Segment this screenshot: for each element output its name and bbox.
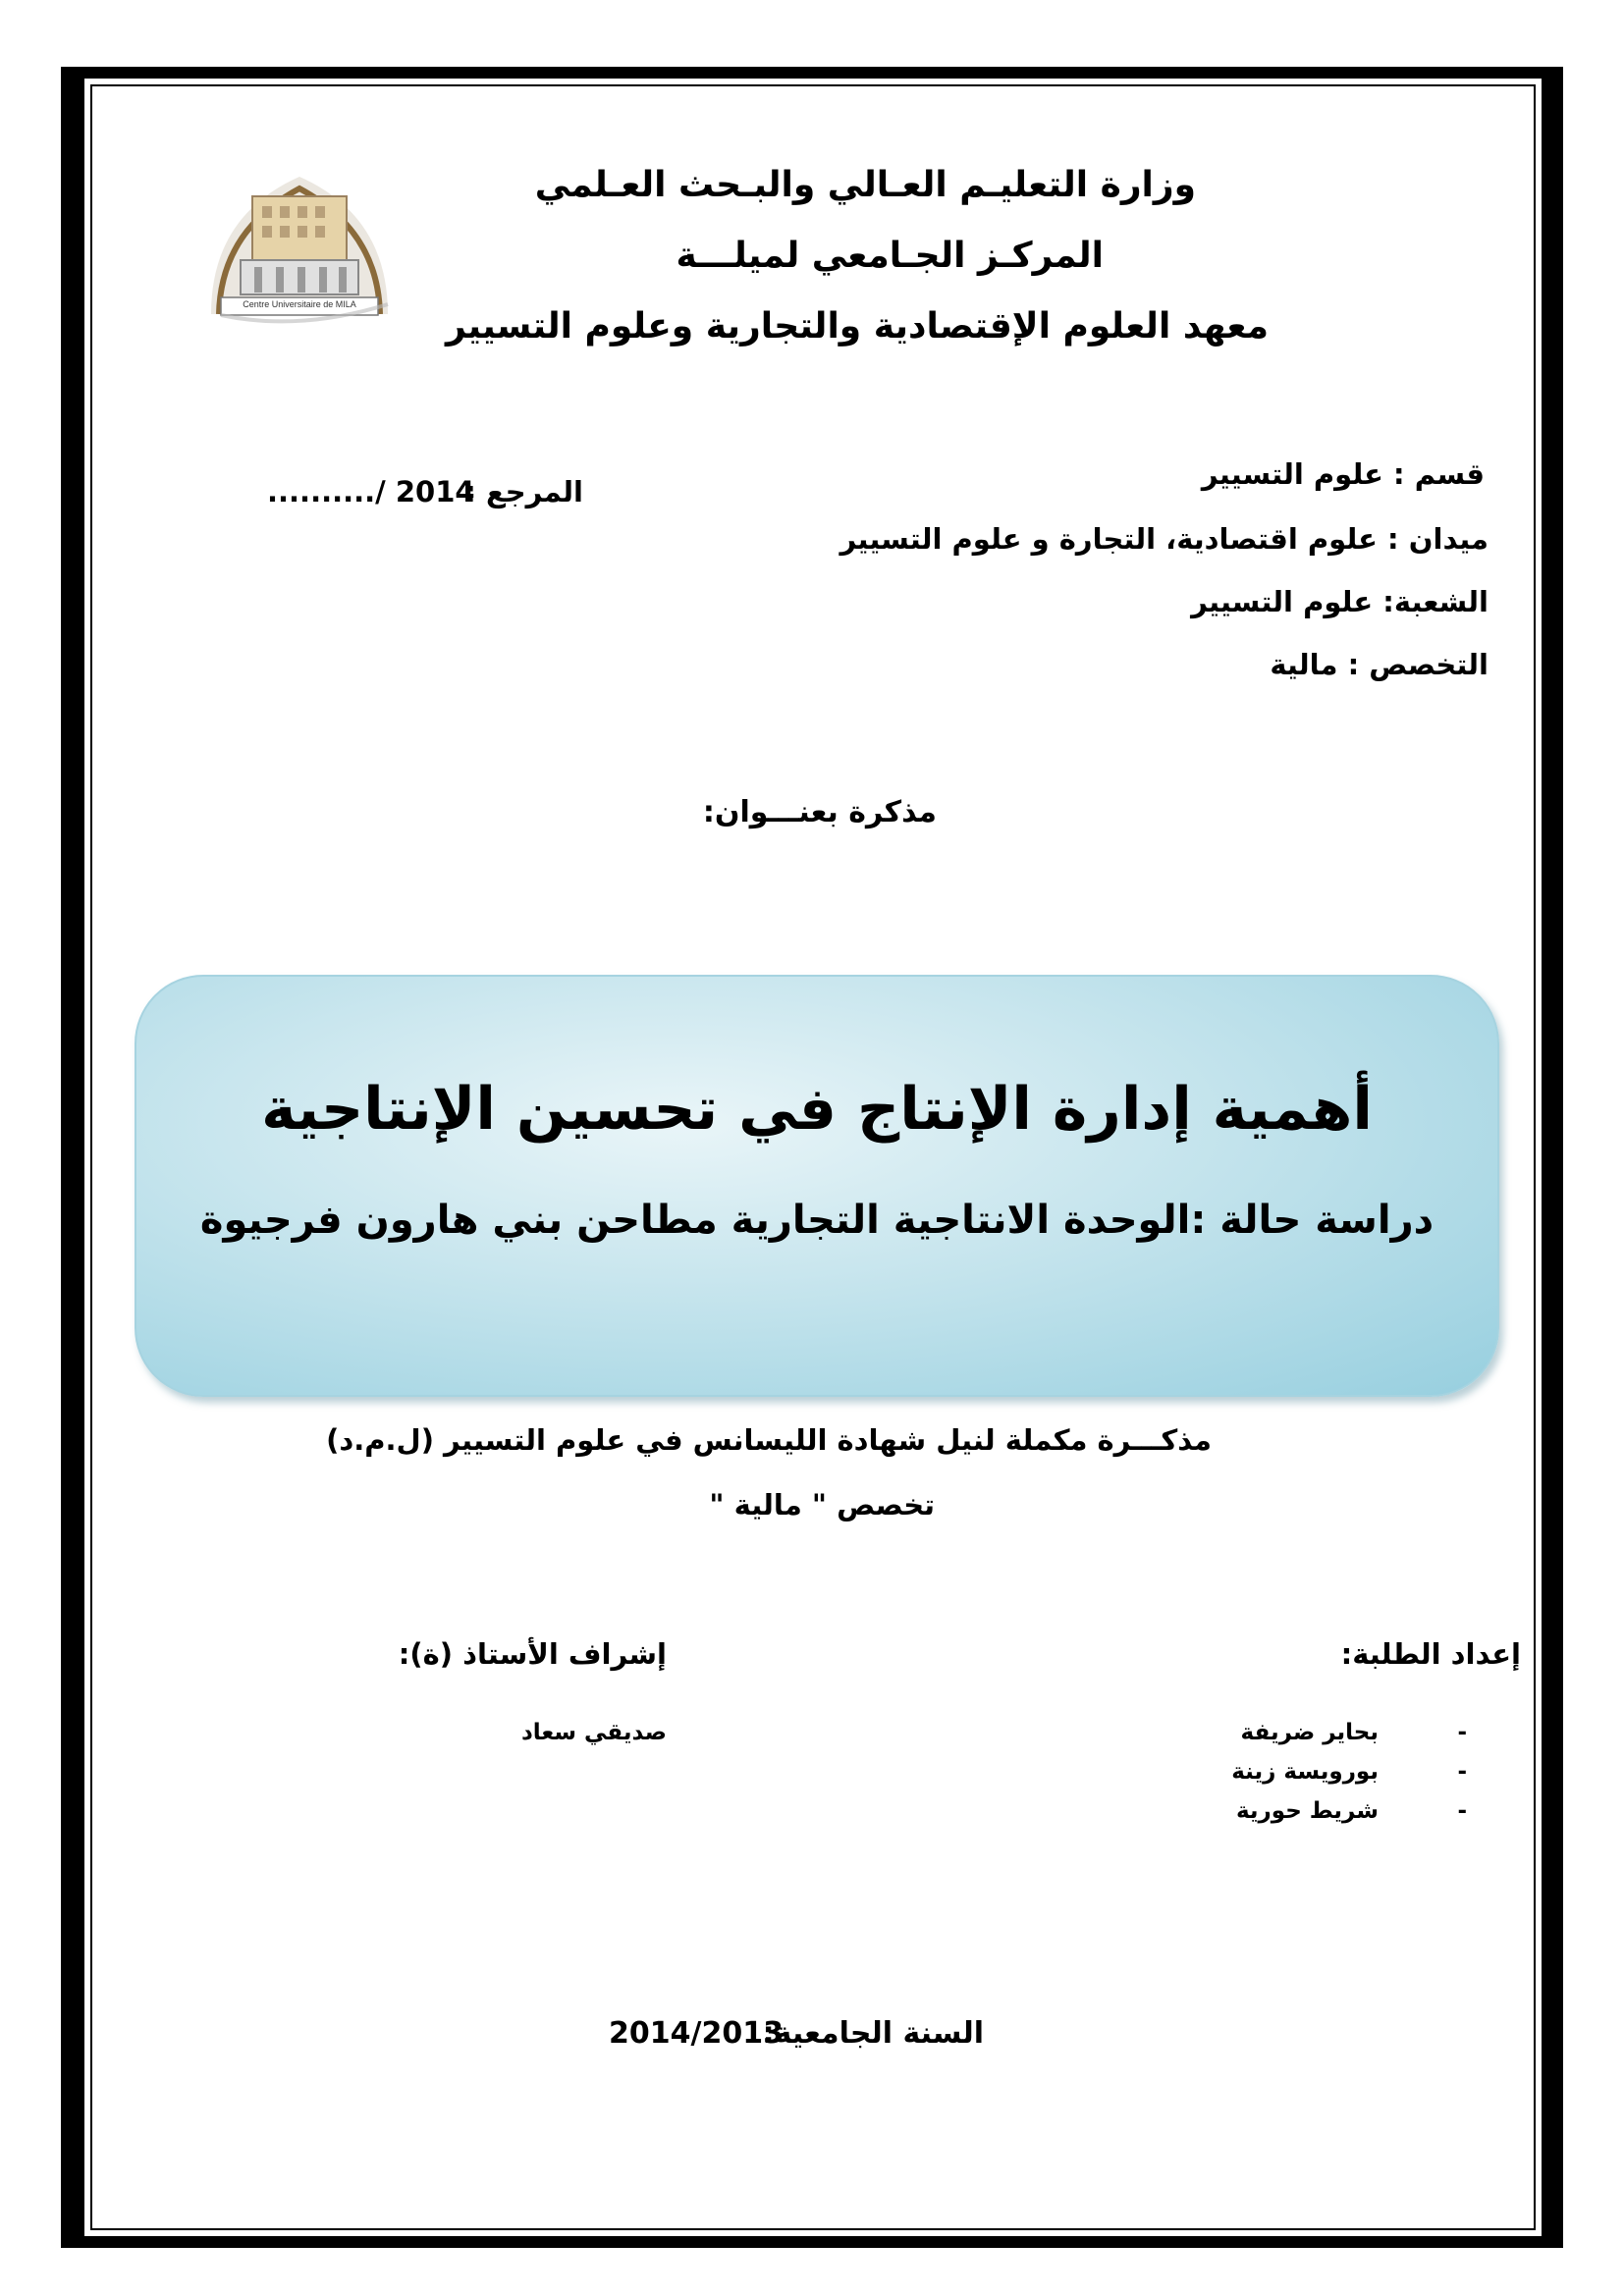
list-bullet: -: [1457, 1720, 1467, 1745]
student-name: بحاير ضريفة: [1240, 1720, 1379, 1745]
reference-label: المرجع :: [464, 475, 583, 508]
students-label: إعداد الطلبة:: [1340, 1637, 1521, 1671]
case-study-subtitle: دراسة حالة :الوحدة الانتاجية التجارية مطاحن بني هارون فرجيوة: [199, 1198, 1435, 1243]
reference-value: ........../ 2014: [267, 475, 475, 508]
logo-caption: Centre Universitaire de MILA: [243, 299, 356, 309]
institute-name: معهد العلوم الإقتصادية والتجارية وعلوم التسيير: [446, 306, 1269, 347]
memo-label: مذكرة بعنـــوان:: [702, 795, 937, 829]
student-name: شريط حورية: [1235, 1798, 1379, 1824]
field-line: ميدان : علوم اقتصادية، التجارة و علوم التسيير: [839, 522, 1489, 556]
academic-year-value: 2014/2013: [609, 2016, 784, 2051]
academic-year-label: السنة الجامعية:: [762, 2016, 984, 2051]
center-name: المركـز الجـامعي لميلـــة: [676, 236, 1104, 276]
supervisor-name: صديقي سعاد: [520, 1720, 667, 1745]
university-building-logo: [201, 157, 398, 324]
thesis-title: أهمية إدارة الإنتاج في تحسين الإنتاجية: [261, 1075, 1373, 1144]
specialty-line: التخصص : مالية: [1270, 648, 1489, 681]
list-bullet: -: [1457, 1798, 1467, 1824]
supervisor-label: إشراف الأستاذ (ة):: [398, 1637, 667, 1671]
degree-specialty: تخصص " مالية ": [709, 1488, 935, 1522]
department-line: قسم : علوم التسيير: [1201, 457, 1485, 491]
list-bullet: -: [1457, 1759, 1467, 1785]
ministry-name: وزارة التعليـم العـالي والبـحث العـلمي: [534, 165, 1196, 205]
branch-line: الشعبة: علوم التسيير: [1191, 585, 1489, 618]
title-box: [135, 975, 1499, 1397]
degree-line: مذكـــرة مكملة لنيل شهادة الليسانس في علوم التسيير (ل.م.د): [326, 1423, 1212, 1457]
student-name: بورويسة زينة: [1231, 1759, 1379, 1785]
